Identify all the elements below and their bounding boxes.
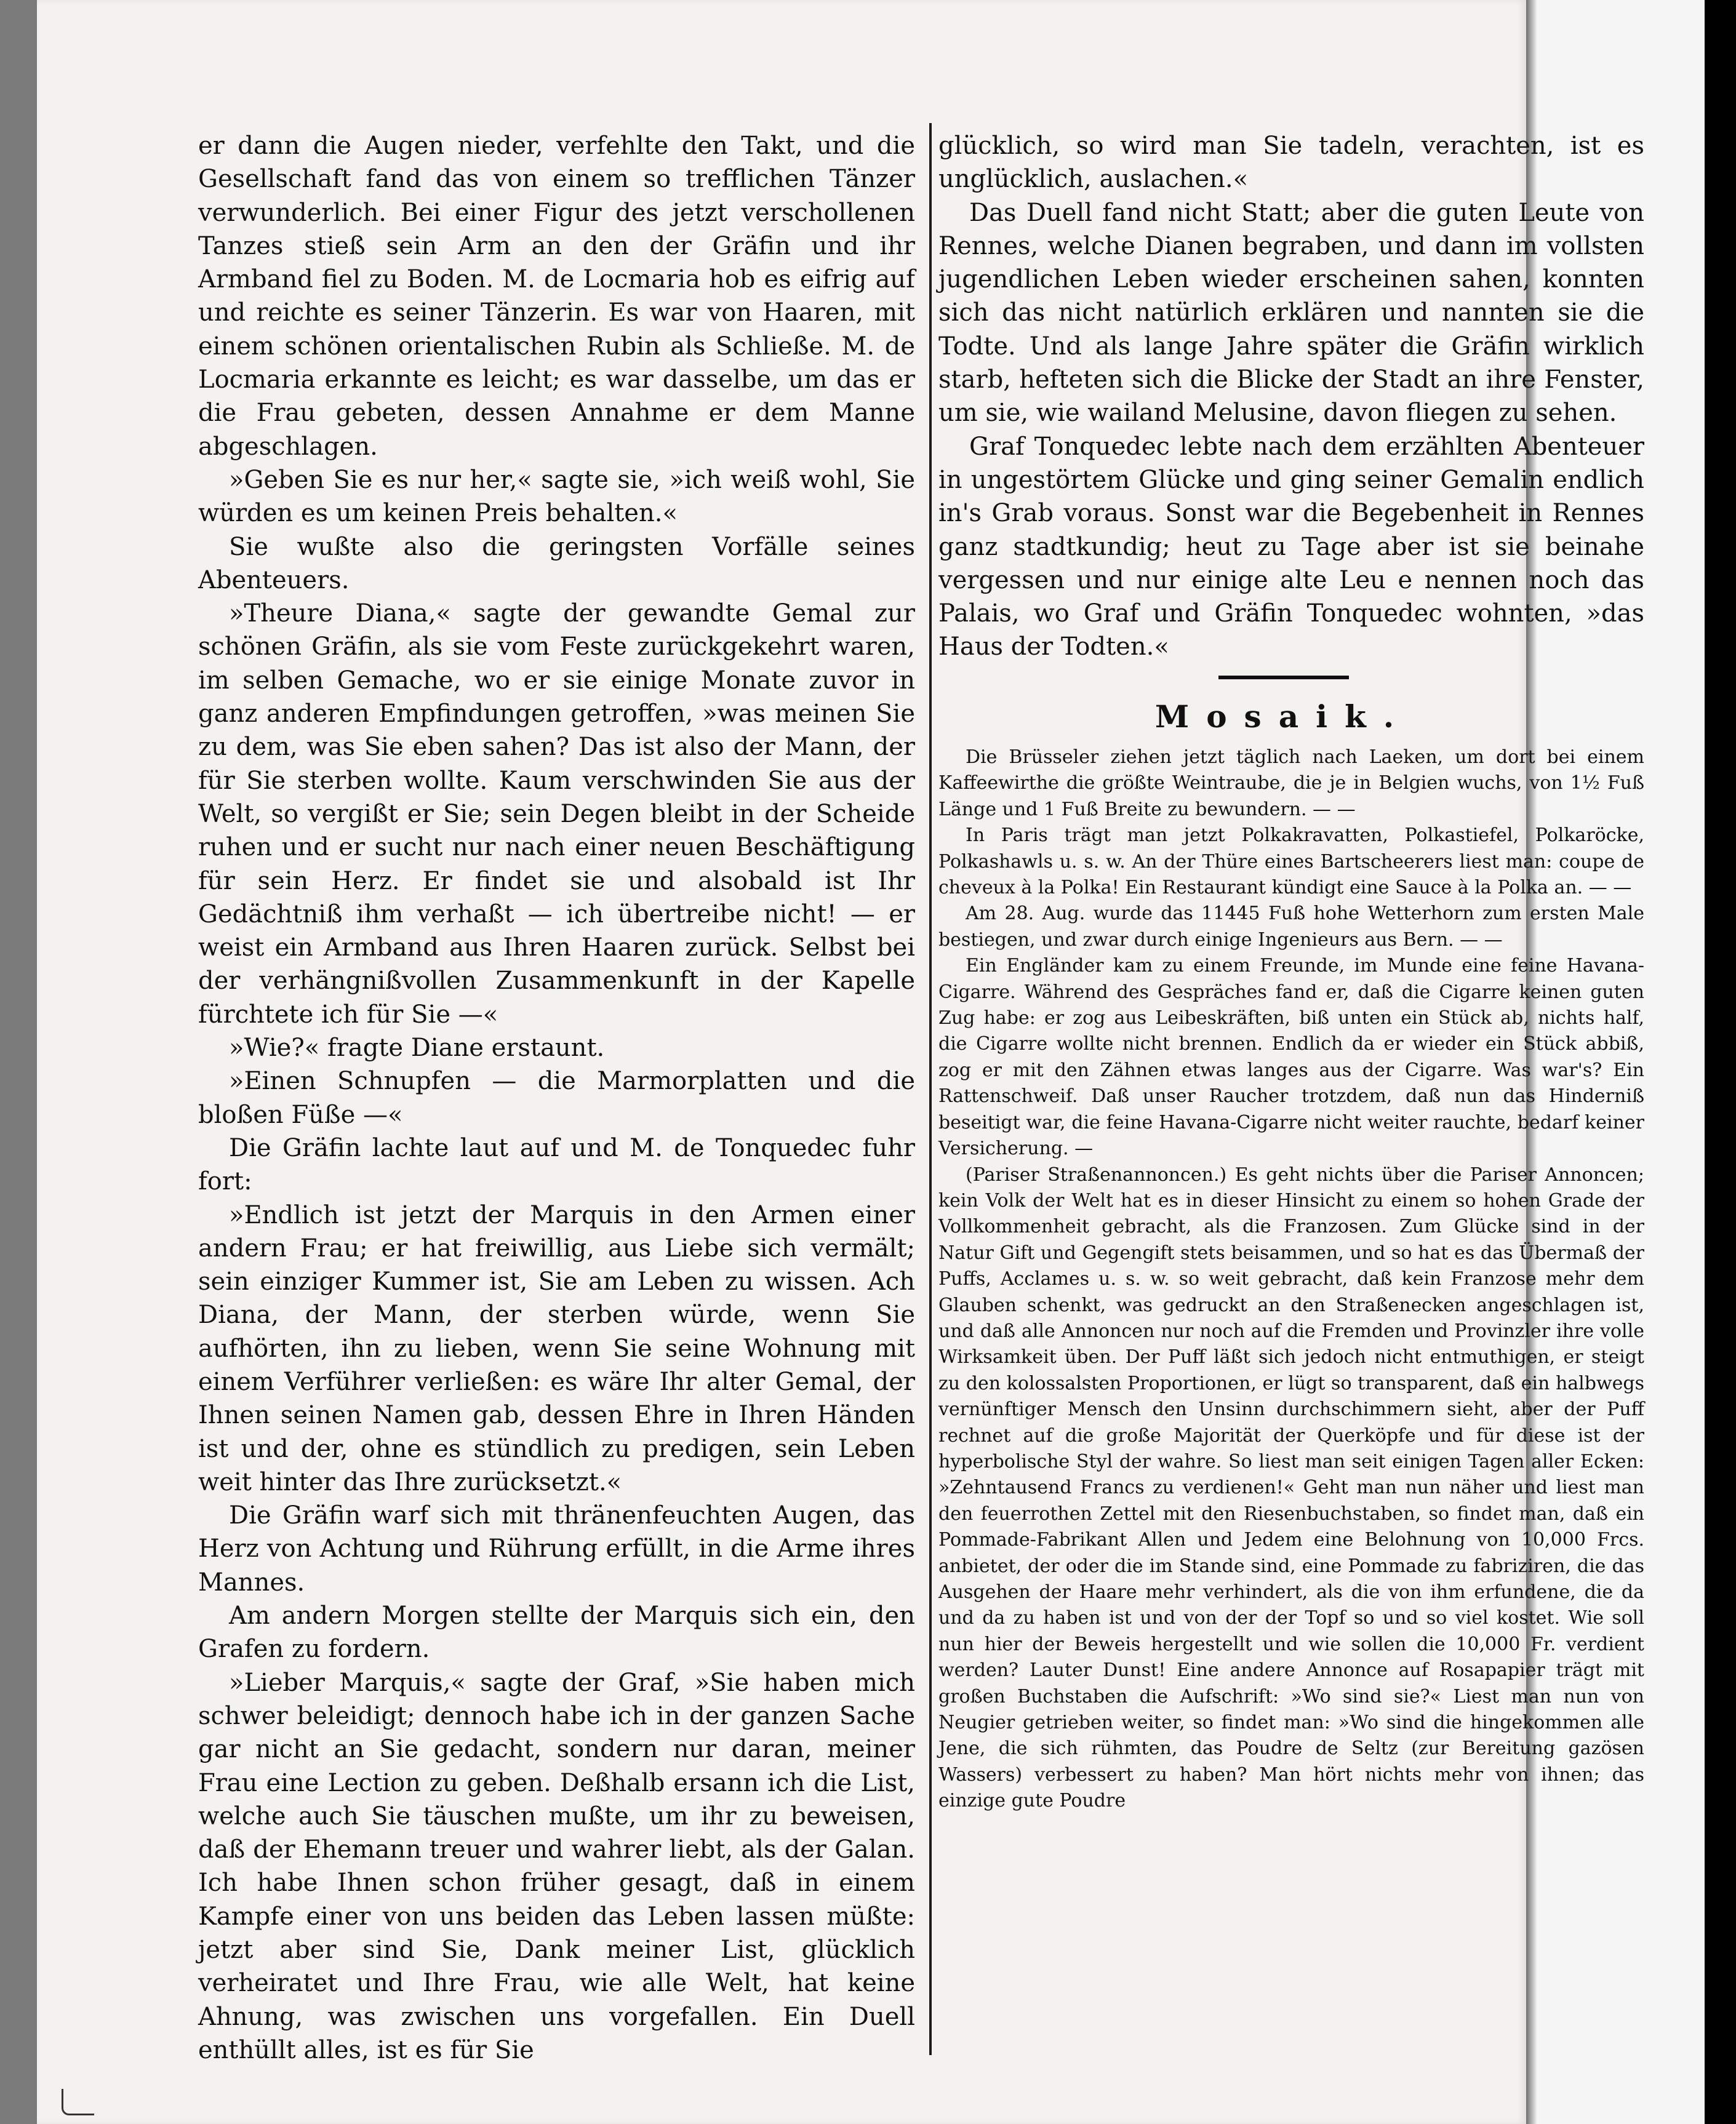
left-paragraph: »Endlich ist jetzt der Marquis in den Armen einer andern Frau; er hat freiwillig, aus Liebe sich vermält; sein einziger Kummer ist, Sie am Leben zu wissen. Ach Diana, der Mann, der sterben würde, wenn Sie aufhörten, ihn zu lieben, wenn Sie seine Wohnung mit einem Verführer verließen: es wäre Ihr alter Gemal, der Ihnen seinen Namen gab, dessen Ehre in Ihren Händen ist und der, ohne es stündlich zu predigen, sein Leben weit hinter das Ihre zurücksetzt.« bbox=[198, 1200, 915, 1496]
right-paragraph: Das Duell fand nicht Statt; aber die guten Leute von Rennes, welche Dianen begraben, und dann im vollsten jugendlichen Leben wieder erscheinen sahen, konnten sich das nicht natürlich erklären und nannten sie die Todte. Und als lange Jahre später die Gräfin wirklich starb, hefteten sich die Blicke der Stadt an ihre Fenster, um sie, wie wailand Melusine, davon fliegen zu sehen. bbox=[938, 198, 1644, 428]
right-column bbox=[938, 129, 1644, 664]
column-divider bbox=[929, 123, 932, 2055]
left-paragraph: »Theure Diana,« sagte der gewandte Gemal zur schönen Gräfin, als sie vom Feste zurückgekehrt waren, im selben Gemache, wo er sie einige Monate zuvor in ganz anderen Empfindungen getroffen, »was meinen Sie zu dem, was Sie eben sahen? Das ist also der Mann, der für Sie sterben wollte. Kaum verschwinden Sie aus der Welt, so vergißt er Sie; sein Degen bleibt in der Scheide ruhen und er sucht nur nach einer neuen Beschäftigung für sein Herz. Er findet sie und alsobald ist Ihr Gedächtniß ihm verhaßt — ich übertreibe nicht! — er weist ein Armband aus Ihren Haaren zurück. Selbst bei der verhängnißvollen Zusammenkunft in der Kapelle fürchtete ich für Sie —« bbox=[198, 599, 915, 1029]
left-paragraph: Am andern Morgen stellte der Marquis sich ein, den Grafen zu fordern. bbox=[198, 1602, 915, 1664]
left-paragraph: »Lieber Marquis,« sagte der Graf, »Sie haben mich schwer beleidigt; dennoch habe ich in der ganzen Sache gar nicht an Sie gedacht, sondern nur daran, meiner Frau eine Lection zu geben. Deßhalb ersann ich die List, welche auch Sie täuschen mußte, um ihr zu beweisen, daß der Ehemann treuer und wahrer liebt, als der Galan. Ich habe Ihnen schon früher gesagt, daß in einem Kampfe einer von uns beiden das Leben lassen müßte: jetzt aber sind Sie, Dank meiner List, glücklich verheiratet und Ihre Frau, wie alle Welt, hat keine Ahnung, was zwischen uns vorgefallen. Ein Duell enthüllt alles, ist es für Sie bbox=[198, 1668, 915, 2064]
mosaik-item: Die Brüsseler ziehen jetzt täglich nach Laeken, um dort bei einem Kaffeewirthe die größte Weintraube, die je in Belgien wuchs, von 1½ Fuß Länge und 1 Fuß Breite zu bewundern. — — bbox=[938, 746, 1644, 820]
left-column bbox=[198, 129, 915, 2067]
left-paragraph: er dann die Augen nieder, verfehlte den Takt, und die Gesellschaft fand das von einem so trefflichen Tänzer verwunderlich. Bei einer Figur des jetzt verschollenen Tanzes stieß sein Arm an den der Gräfin und ihr Armband fiel zu Boden. M. de Locmaria hob es eifrig auf und reichte es seiner Tänzerin. Es war von Haaren, mit einem schönen orientalischen Rubin als Schließe. M. de Locmaria erkannte es leicht; es war dasselbe, um das er die Frau gebeten, dessen Annahme er dem Manne abgeschlagen. bbox=[198, 132, 915, 461]
left-paragraph: Die Gräfin lachte laut auf und M. de Tonquedec fuhr fort: bbox=[198, 1133, 915, 1196]
left-paragraph: Die Gräfin warf sich mit thränenfeuchten Augen, das Herz von Achtung und Rührung erfüllt, in die Arme ihres Mannes. bbox=[198, 1501, 915, 1597]
left-paragraph: »Geben Sie es nur her,« sagte sie, »ich weiß wohl, Sie würden es um keinen Preis behalten.« bbox=[198, 465, 915, 528]
section-title: Mosaik. bbox=[1154, 698, 1412, 735]
mosaik-item: In Paris trägt man jetzt Polkakravatten, Polkastiefel, Polkaröcke, Polkashawls u. s. w. An der Thüre eines Bartscheerers liest man: coupe de cheveux à la Polka! Ein Restaurant kündigt eine Sauce à la Polka an. — — bbox=[938, 824, 1644, 899]
left-paragraph: »Wie?« fragte Diane erstaunt. bbox=[229, 1034, 605, 1063]
left-paragraph: Sie wußte also die geringsten Vorfälle seines Abenteuers. bbox=[198, 532, 915, 594]
right-paragraph: Graf Tonquedec lebte nach dem erzählten Abenteuer in ungestörtem Glücke und ging seiner Gemalin endlich in's Grab voraus. Sonst war die Begebenheit in Rennes ganz stadtkundig; heut zu Tage aber ist sie beinahe vergessen und nur einige alte Leu e nennen noch das Palais, wo Graf und Gräfin Tonquedec wohnten, »das Haus der Todten.« bbox=[938, 432, 1644, 661]
right-paragraph: glücklich, so wird man Sie tadeln, verachten, ist es unglücklich, auslachen.« bbox=[938, 132, 1644, 194]
scan-binding-shadow bbox=[1705, 0, 1736, 2124]
mosaik-item: Ein Engländer kam zu einem Freunde, im Munde eine feine Havana-Cigarre. Während des Gespräches fand er, daß die Cigarre keinen guten Zug habe: er zog aus Leibeskräften, biß unten ein Stück ab, nichts half, die Cigarre wollte nicht brennen. Endlich da er wieder ein Stück abbiß, zog er mit den Zähnen etwas langes aus der Cigarre. Was war's? Ein Rattenschweif. Daß unser Raucher trotzdem, daß nun das Hinderniß beseitigt war, die feine Havana-Cigarre nicht weiter rauchte, bedarf keiner Versicherung. — bbox=[938, 955, 1644, 1160]
section-rule bbox=[1218, 676, 1349, 679]
mosaik-item: (Pariser Straßenannoncen.) Es geht nichts über die Pariser Annoncen; kein Volk der Welt hat es in dieser Hinsicht zu einem so hohen Grade der Vollkommenheit gebracht, als die Franzosen. Zum Glücke sind in der Natur Gift und Gegengift stets beisammen, und so hat es das Übermaß der Puffs, Acclames u. s. w. so weit gebracht, daß kein Franzose mehr dem Glauben schenkt, was gedruckt an den Straßenecken angeschlagen ist, und daß alle Annoncen nur noch auf die Fremden und Provinzler ihre volle Wirksamkeit üben. Der Puff läßt sich jedoch nicht entmuthigen, er steigt zu den kolossalsten Proportionen, er lügt so transparent, daß ein halbwegs vernünftiger Mensch den Unsinn durchschimmern sieht, aber der Puff rechnet auf die große Majorität der Querköpfe und für diese ist der hyperbolische Styl der wahre. So liest man seit einigen Tagen aller Ecken: »Zehntausend Francs zu verdienen!« Geht man nun näher und liest man den feuerrothen Zettel mit den Riesenbuchstaben, so findet man, daß ein Pommade-Fabrikant Allen und Jedem eine Belohnung von 10,000 Frcs. anbietet, der oder die im Stande sind, eine Pommade zu fabriziren, die das Ausgehen der Haare mehr verhindert, als die von ihm erfundene, die da und da zu haben ist und von der der Topf so und so viel kostet. Wie soll nun hier der Beweis hergestellt und wie sollen die 10,000 Fr. verdient werden? Lauter Dunst! Eine andere Annonce auf Rosapapier trägt mit großen Buchstaben die Aufschrift: »Wo sind sie?« Liest man nun von Neugier getrieben weiter, so findet man: »Wo sind die hingekommen alle Jene, die sich rühmten, das Poudre de Seltz (zur Bereitung gazösen Wassers) verbessert zu haben? Man hört nichts mehr von ihnen; das einzige gute Poudre bbox=[938, 1164, 1644, 1812]
left-paragraph: »Einen Schnupfen — die Marmorplatten und die bloßen Füße —« bbox=[198, 1067, 915, 1129]
mosaik-column bbox=[938, 745, 1644, 1815]
mosaik-item: Am 28. Aug. wurde das 11445 Fuß hohe Wetterhorn zum ersten Male bestiegen, und zwar durch einige Ingenieurs aus Bern. — — bbox=[938, 903, 1644, 951]
corner-mark bbox=[62, 2089, 94, 2115]
